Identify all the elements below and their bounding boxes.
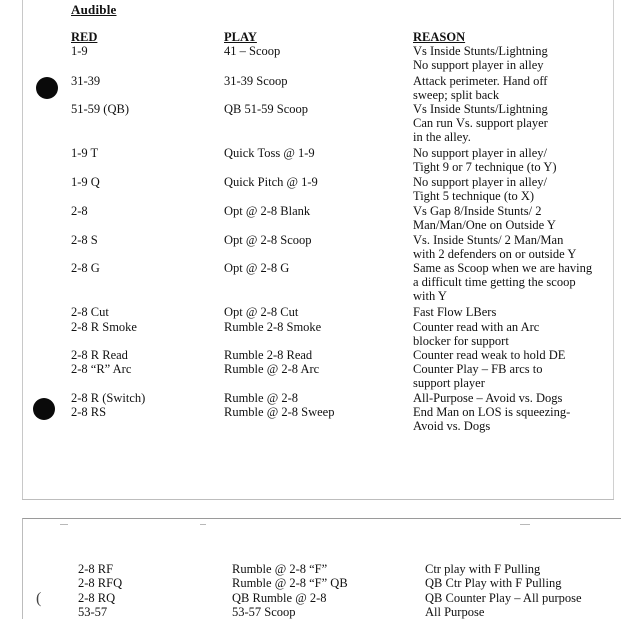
- red-cell: 2-8 G: [71, 261, 100, 275]
- reason-line: Vs Inside Stunts/Lightning: [413, 44, 548, 58]
- bullet-mark: [36, 77, 58, 99]
- reason-line: Vs Inside Stunts/Lightning: [413, 102, 548, 116]
- reason-cell: [413, 74, 613, 102]
- page-gap: [0, 500, 621, 518]
- play-cell: Opt @ 2-8 Cut: [224, 305, 299, 319]
- play-cell: 41 – Scoop: [224, 44, 281, 58]
- play-cell: Rumble 2-8 Smoke: [224, 320, 322, 334]
- reason-line: Tight 5 technique (to X): [413, 189, 535, 203]
- column-header-play: PLAY: [224, 30, 257, 44]
- reason-cell: QB Counter Play – All purpose: [425, 591, 582, 605]
- page-left-edge: [22, 0, 23, 500]
- play-cell: Opt @ 2-8 G: [224, 261, 290, 275]
- reason-cell: [413, 102, 613, 144]
- reason-line: End Man on LOS is squeezing-: [413, 405, 571, 419]
- red-cell: 1-9 T: [71, 146, 99, 160]
- reason-line: Counter read with an Arc: [413, 320, 540, 334]
- page-right-edge: [613, 0, 614, 500]
- play-cell: QB 51-59 Scoop: [224, 102, 309, 116]
- red-cell: 2-8 RFQ: [78, 576, 123, 590]
- reason-cell: [413, 44, 613, 72]
- reason-line: All-Purpose – Avoid vs. Dogs: [413, 391, 563, 405]
- reason-line: Avoid vs. Dogs: [413, 419, 491, 433]
- reason-cell: Ctr play with F Pulling: [425, 562, 541, 576]
- red-cell: 2-8 Cut: [71, 305, 109, 319]
- play-cell: Rumble 2-8 Read: [224, 348, 313, 362]
- reason-cell: [413, 348, 613, 362]
- reason-line: with 2 defenders on or outside Y: [413, 247, 577, 261]
- reason-line: in the alley.: [413, 130, 471, 144]
- column-header-red: RED: [71, 30, 98, 44]
- red-cell: 2-8 S: [71, 233, 98, 247]
- play-cell: Rumble @ 2-8 Arc: [224, 362, 320, 376]
- reason-cell: [413, 204, 613, 232]
- red-cell: 2-8 R (Switch): [71, 391, 146, 405]
- red-cell: 53-57: [78, 605, 108, 619]
- reason-line: No support player in alley/: [413, 175, 547, 189]
- reason-cell: [413, 405, 613, 433]
- play-cell: 31-39 Scoop: [224, 74, 288, 88]
- play-cell: Rumble @ 2-8 “F” QB: [232, 576, 348, 590]
- reason-cell: [413, 391, 613, 405]
- red-cell: 2-8 R Read: [71, 348, 128, 362]
- reason-line: No support player in alley/: [413, 146, 547, 160]
- reason-cell: [413, 320, 613, 348]
- reason-line: No support player in alley: [413, 58, 544, 72]
- scan-artifact: [520, 524, 530, 525]
- reason-cell: [413, 233, 613, 261]
- red-cell: 31-39: [71, 74, 101, 88]
- reason-line: a difficult time getting the scoop: [413, 275, 576, 289]
- reason-line: Fast Flow LBers: [413, 305, 497, 319]
- reason-cell: All Purpose: [425, 605, 485, 619]
- play-cell: QB Rumble @ 2-8: [232, 591, 327, 605]
- reason-line: with Y: [413, 289, 447, 303]
- reason-line: blocker for support: [413, 334, 509, 348]
- red-cell: 1-9: [71, 44, 88, 58]
- play-cell: 53-57 Scoop: [232, 605, 296, 619]
- red-cell: 2-8 R Smoke: [71, 320, 137, 334]
- column-header-reason: REASON: [413, 30, 466, 44]
- play-cell: Opt @ 2-8 Blank: [224, 204, 311, 218]
- reason-line: Vs. Inside Stunts/ 2 Man/Man: [413, 233, 564, 247]
- play-cell: Rumble @ 2-8: [224, 391, 299, 405]
- scan-artifact: [60, 524, 68, 525]
- reason-line: support player: [413, 376, 485, 390]
- reason-line: Counter read weak to hold DE: [413, 348, 566, 362]
- reason-cell: [413, 175, 613, 203]
- reason-line: Vs Gap 8/Inside Stunts/ 2: [413, 204, 542, 218]
- play-cell: Quick Pitch @ 1-9: [224, 175, 318, 189]
- play-cell: Quick Toss @ 1-9: [224, 146, 315, 160]
- reason-line: Attack perimeter. Hand off: [413, 74, 548, 88]
- red-cell: 51-59 (QB): [71, 102, 129, 116]
- reason-line: sweep; split back: [413, 88, 500, 102]
- reason-line: Tight 9 or 7 technique (to Y): [413, 160, 557, 174]
- play-cell: Rumble @ 2-8 “F”: [232, 562, 328, 576]
- reason-line: Counter Play – FB arcs to: [413, 362, 543, 376]
- reason-line: Man/Man/One on Outside Y: [413, 218, 556, 232]
- reason-cell: QB Ctr Play with F Pulling: [425, 576, 562, 590]
- play-cell: Rumble @ 2-8 Sweep: [224, 405, 335, 419]
- scan-artifact: [200, 524, 206, 525]
- red-cell: 2-8 RS: [71, 405, 107, 419]
- red-cell: 2-8 RQ: [78, 591, 116, 605]
- red-cell: 2-8 “R” Arc: [71, 362, 132, 376]
- red-cell: 1-9 Q: [71, 175, 100, 189]
- reason-line: Can run Vs. support player: [413, 116, 548, 130]
- red-cell: 2-8 RF: [78, 562, 114, 576]
- bullet-mark: [33, 398, 55, 420]
- play-cell: Opt @ 2-8 Scoop: [224, 233, 312, 247]
- reason-cell: [413, 305, 613, 319]
- reason-cell: [413, 146, 613, 174]
- reason-cell: [413, 362, 613, 390]
- red-cell: 2-8: [71, 204, 88, 218]
- reason-line: Same as Scoop when we are having: [413, 261, 593, 275]
- scan-mark: (: [36, 590, 42, 607]
- reason-cell: [413, 261, 613, 303]
- document-heading: Audible: [71, 2, 117, 17]
